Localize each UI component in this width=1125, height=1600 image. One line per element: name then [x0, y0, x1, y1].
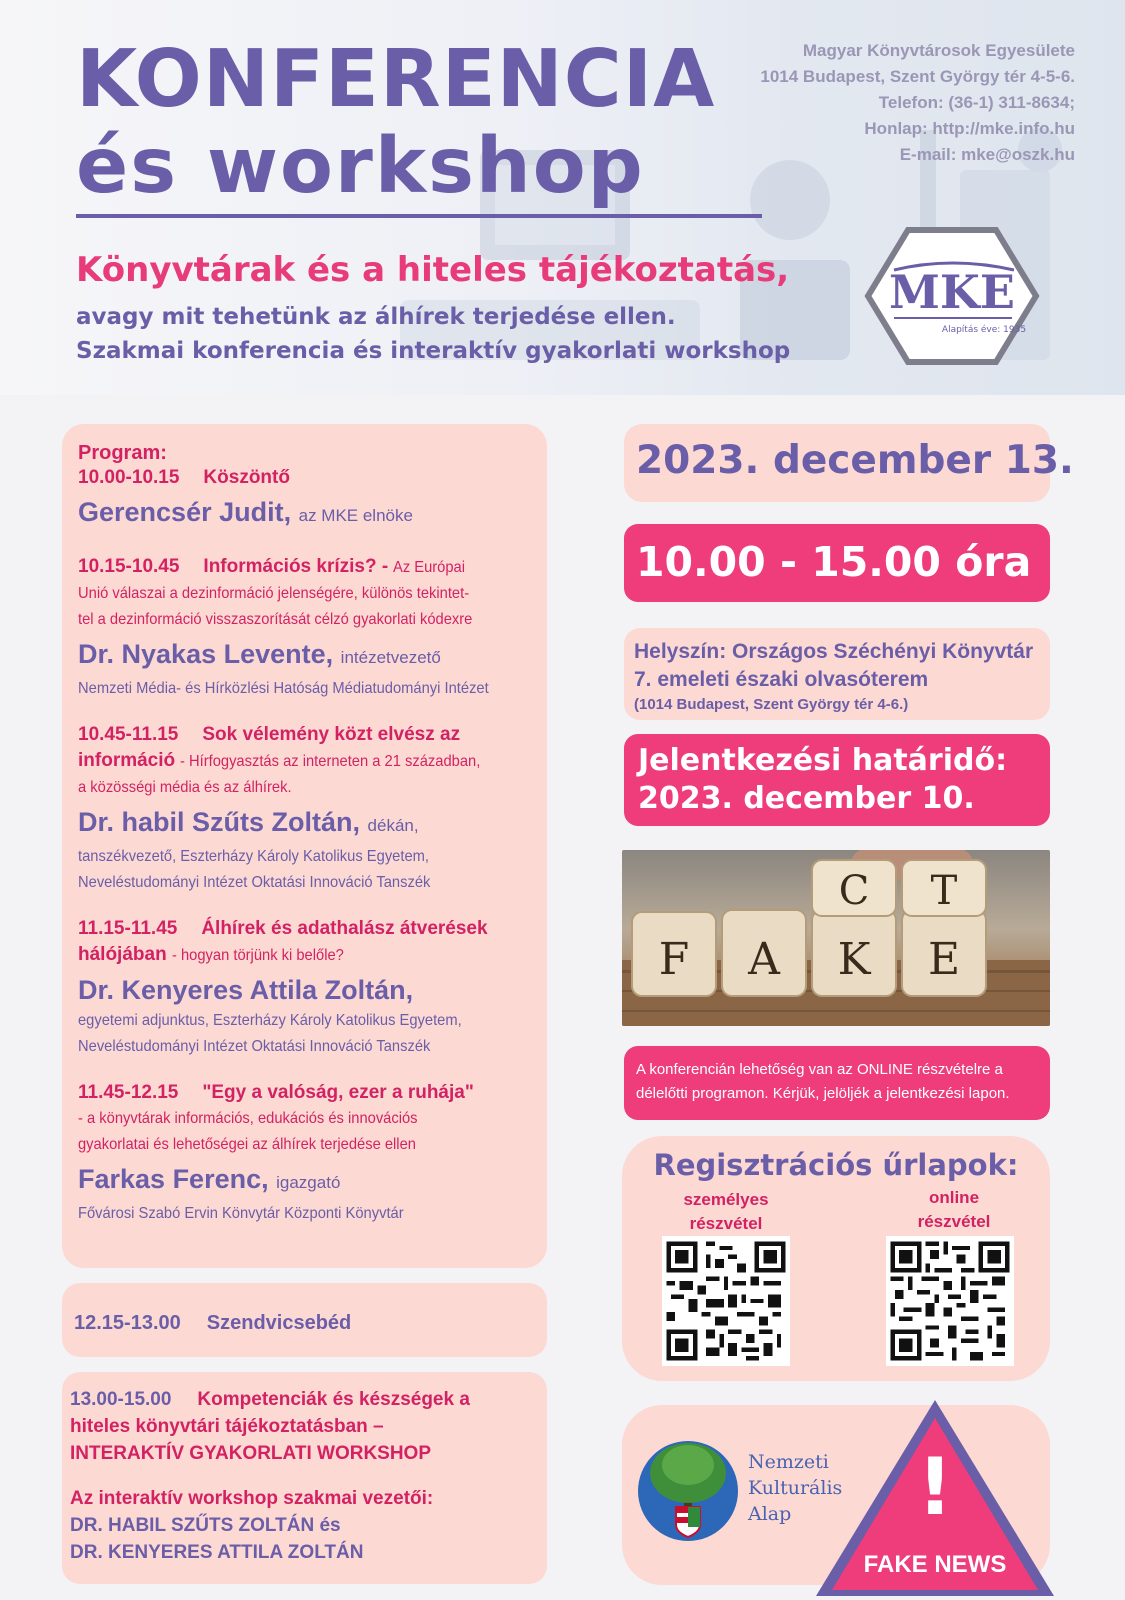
org-phone: Telefon: (36-1) 311-8634; [878, 93, 1075, 112]
in-person-qr-code[interactable] [662, 1236, 790, 1366]
event-location [624, 628, 1050, 720]
event-date: 2023. december 13. [624, 424, 1050, 502]
session-title: "Egy a valóság, ezer a ruhája" [202, 1082, 474, 1103]
session-time: 11.45-12.15 [78, 1082, 179, 1103]
session-note: - Hírfogyasztás az interneten a 21 században, [180, 753, 481, 770]
program-session [78, 916, 531, 1060]
workshop-leader: DR. KENYERES ATTILA ZOLTÁN [70, 1542, 364, 1563]
lunch-title: Szendvicsebéd [206, 1312, 352, 1334]
subtitle: Könyvtárak és a hiteles tájékoztatás, [76, 250, 790, 290]
speaker-affiliation: Nemzeti Média- és Hírközlési Hatóság Médiatudományi Intézet [78, 680, 489, 697]
sponsor-line-1: Nemzeti [748, 1451, 829, 1473]
title-line-2: és workshop [76, 122, 645, 211]
event-time: 10.00 - 15.00 óra [624, 524, 1050, 602]
speaker-role: intézetvezető [340, 648, 441, 667]
qr-pattern [662, 1236, 790, 1366]
speaker-role: az MKE elnöke [298, 506, 413, 525]
registration-panel [622, 1136, 1050, 1381]
fake-fact-photo [622, 850, 1050, 1026]
session-note: a közösségi média és az álhírek. [78, 779, 292, 796]
die-letter: F [658, 934, 690, 985]
nka-emblem [636, 1425, 740, 1557]
sponsor-line-2: Kulturális [748, 1477, 843, 1499]
session-title: Sok vélemény közt elvész az [202, 724, 461, 745]
in-person-label [656, 1188, 796, 1236]
session-time: 10.45-11.15 [78, 724, 179, 745]
logo-founded: Alapítás éve: 1935 [941, 325, 1027, 335]
title-line-1: KONFERENCIA [76, 33, 716, 125]
session-note: gyakorlatai és lehetőségei az álhírek terjedése ellen [78, 1136, 416, 1153]
die-letter: E [927, 934, 961, 985]
session-time: 10.15-10.45 [78, 556, 180, 577]
location-address: (1014 Budapest, Szent György tér 4-6.) [634, 696, 909, 713]
lunch-panel [62, 1283, 547, 1357]
online-note-line-2: délelőtti programon. Kérjük, jelöljék a jelentkezési lapon. [636, 1085, 1010, 1102]
session-time: 11.15-11.45 [78, 918, 178, 939]
die-letter: K [837, 934, 871, 985]
location-line-1: Helyszín: Országos Széchényi Könyvtár [634, 640, 1034, 663]
session-note: Unió válaszai a dezinformáció jelenségére, különös tekintet- [78, 585, 470, 602]
org-email[interactable]: E-mail: mke@oszk.hu [899, 145, 1075, 164]
fake-news-warning-sign [810, 1392, 1060, 1600]
speaker-role: igazgató [276, 1173, 341, 1192]
location-line-2: 7. emeleti északi olvasóterem [634, 668, 929, 691]
session-speaker: Dr. habil Szűts Zoltán, [78, 807, 361, 837]
deadline-label: Jelentkezési határidő: [638, 743, 1008, 778]
mke-logo [864, 226, 1040, 366]
session-speaker: Dr. Kenyeres Attila Zoltán, [78, 975, 414, 1005]
in-person-label-line-2: részvétel [689, 1214, 763, 1233]
org-name: Magyar Könyvtárosok Egyesülete [802, 41, 1075, 60]
workshop-title-line-2: hiteles könyvtári tájékoztatásban – [70, 1416, 384, 1437]
organization-info [755, 38, 1075, 168]
registration-deadline [624, 734, 1050, 826]
die-letter: T [930, 868, 958, 914]
die-letter: A [748, 934, 780, 985]
deadline-date: 2023. december 10. [638, 781, 975, 816]
program-label: Program: [78, 442, 167, 464]
subtitle-details [76, 300, 790, 368]
session-note: Az Európai [393, 559, 466, 576]
session-time: 10.00-10.15 [78, 467, 180, 488]
workshop-leaders-label: Az interaktív workshop szakmai vezetői: [70, 1488, 434, 1509]
session-note: tel a dezinformáció visszaszorítását célzó gyakorlati kódexre [78, 611, 473, 628]
program-session [78, 554, 531, 702]
program-session [78, 722, 531, 896]
speaker-role: dékán, [367, 816, 419, 835]
workshop-panel [62, 1372, 547, 1584]
logo-text: MKE [889, 265, 1015, 319]
speaker-affiliation: tanszékvezető, Eszterházy Károly Katolikus Egyetem, [78, 848, 429, 865]
session-title: Információs krízis? - [203, 556, 389, 577]
session-title-cont: hálójában [78, 944, 167, 965]
lunch-time: 12.15-13.00 [74, 1312, 181, 1334]
dice-illustration [622, 850, 1050, 1026]
session-note: - hogyan törjünk ki belőle? [171, 947, 344, 964]
online-qr-code[interactable] [886, 1236, 1014, 1366]
session-title-cont: információ [78, 750, 176, 771]
online-label [884, 1186, 1024, 1234]
session-speaker: Dr. Nyakas Levente, [78, 639, 334, 669]
title-underline [76, 214, 762, 218]
program-session [78, 1080, 531, 1227]
registration-title: Regisztrációs űrlapok: [653, 1148, 1019, 1182]
session-title: Álhírek és adathalász átverések [201, 918, 488, 939]
org-address: 1014 Budapest, Szent György tér 4-5-6. [760, 67, 1075, 86]
program-session [78, 465, 531, 534]
session-speaker: Farkas Ferenc, [78, 1164, 269, 1194]
org-website[interactable]: Honlap: http://mke.info.hu [864, 119, 1075, 138]
workshop-leader: DR. HABIL SZŰTS ZOLTÁN és [70, 1515, 341, 1536]
exclamation-icon: ! [917, 1443, 953, 1533]
online-participation-note [624, 1046, 1050, 1120]
die-letter: C [838, 868, 870, 914]
subtitle-line-2: Szakmai konferencia és interaktív gyakorlati workshop [76, 338, 791, 364]
speaker-affiliation: egyetemi adjunktus, Eszterházy Károly Katolikus Egyetem, [78, 1012, 462, 1029]
sponsor-line-3: Alap [748, 1503, 792, 1525]
session-title: Köszöntő [203, 467, 290, 488]
online-label-line-1: online [928, 1188, 980, 1207]
subtitle-line-1: avagy mit tehetünk az álhírek terjedése ellen. [76, 304, 676, 330]
session-speaker: Gerencsér Judit, [78, 497, 292, 527]
speaker-affiliation: Neveléstudományi Intézet Oktatási Innováció Tanszék [78, 1038, 431, 1055]
speaker-affiliation: Neveléstudományi Intézet Oktatási Innováció Tanszék [78, 874, 431, 891]
fake-news-label: FAKE NEWS [863, 1551, 1007, 1578]
speaker-affiliation: Fővárosi Szabó Ervin Könvytár Központi Könyvtár [78, 1205, 404, 1222]
session-note: - a könyvtárak információs, edukációs és innovációs [78, 1110, 418, 1127]
qr-pattern [886, 1236, 1014, 1366]
workshop-title: Kompetenciák és készségek a [197, 1389, 470, 1410]
online-label-line-2: részvétel [917, 1212, 991, 1231]
online-note-line-1: A konferencián lehetőség van az ONLINE részvételre a [636, 1061, 1003, 1078]
in-person-label-line-1: személyes [683, 1190, 769, 1209]
workshop-title-line-3: INTERAKTÍV GYAKORLATI WORKSHOP [70, 1443, 432, 1464]
workshop-time: 13.00-15.00 [70, 1389, 172, 1410]
program-panel [62, 424, 547, 1268]
